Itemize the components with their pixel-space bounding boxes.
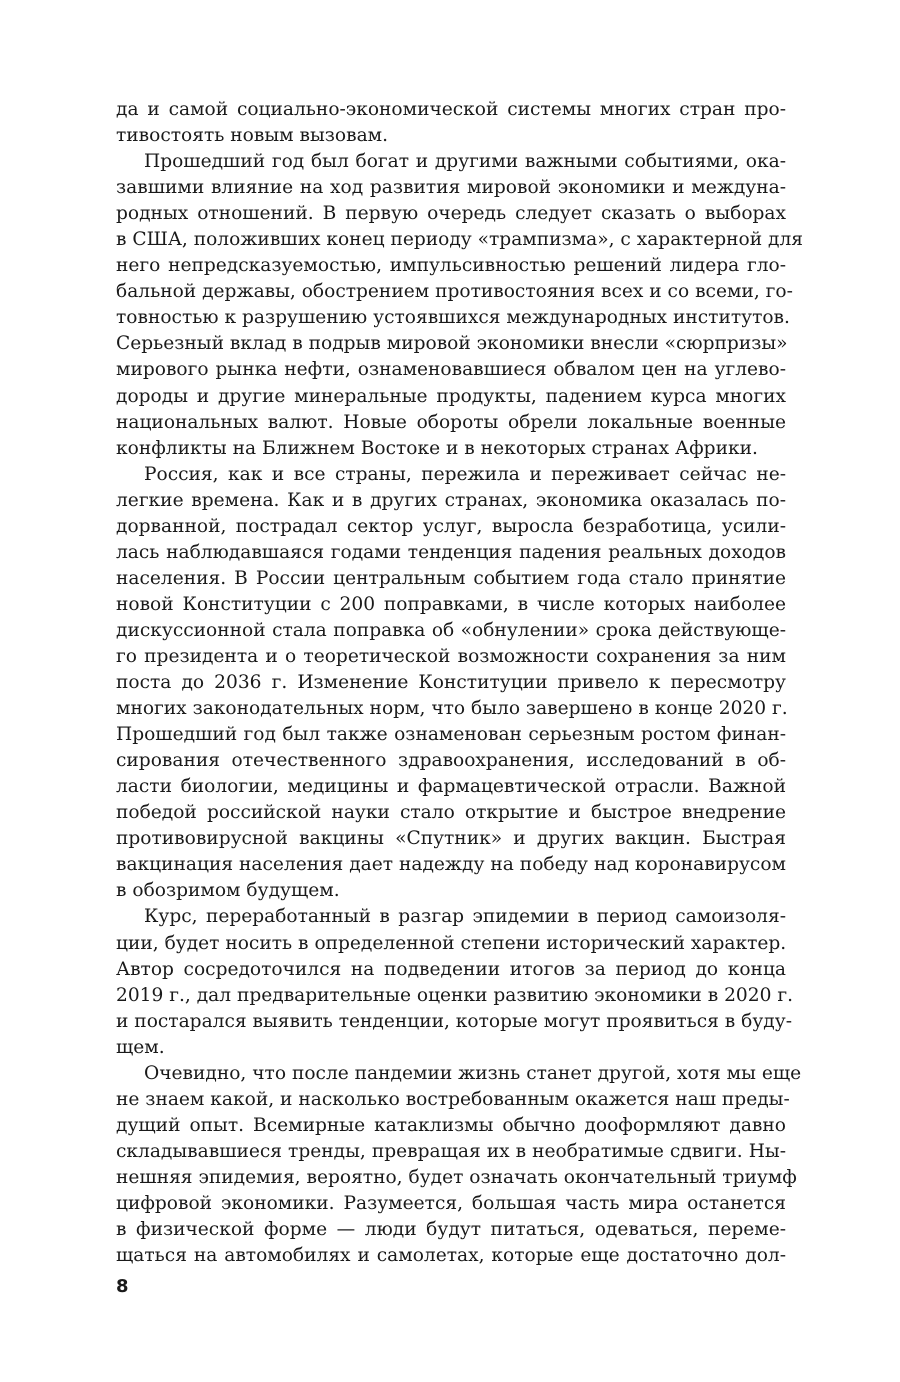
text-line: 2019 г., дал предварительные оценки развитию экономики в 2020 г. <box>116 984 793 1006</box>
text-line: Серьезный вклад в подрыв мировой экономики внесли «сюрпризы» <box>116 333 788 355</box>
text-line: Курс, переработанный в разгар эпидемии в период самоизоля- <box>144 906 786 928</box>
text-line: вакцинация населения дает надежду на победу над коронавирусом <box>116 854 786 876</box>
text-line: товностью к разрушению устоявшихся международных институтов. <box>116 307 790 329</box>
text-line: дискуссионной стала поправка об «обнулении» срока действующе- <box>116 619 786 641</box>
text-line: в обозримом будущем. <box>116 880 340 902</box>
text-line: в физической форме — люди будут питаться, одеваться, переме- <box>116 1219 786 1241</box>
text-line: сирования отечественного здравоохранения, исследований в об- <box>116 750 786 772</box>
text-line: ции, будет носить в определенной степени исторический характер. <box>116 932 787 954</box>
text-line: щем. <box>116 1036 165 1058</box>
text-line: мирового рынка нефти, ознаменовавшиеся обвалом цен на углево- <box>116 359 786 381</box>
page-number: 8 <box>116 1276 129 1297</box>
text-line: легкие времена. Как и в других странах, экономика оказалась по- <box>116 489 786 511</box>
text-line: не знаем какой, и насколько востребованным окажется наш преды- <box>116 1088 790 1110</box>
paragraph <box>116 1061 802 1269</box>
body-text <box>116 97 803 1269</box>
text-line: складывавшиеся тренды, превращая их в необратимые сдвиги. Ны- <box>116 1140 786 1162</box>
paragraph <box>116 149 803 462</box>
text-line: противовирусной вакцины «Спутник» и других вакцин. Быстрая <box>116 828 786 850</box>
text-line: Автор сосредоточился на подведении итогов за период до конца <box>116 958 786 980</box>
text-line: да и самой социально-экономической системы многих стран про- <box>116 99 786 120</box>
text-line: новой Конституции с 200 поправками, в числе которых наиболее <box>116 593 786 615</box>
text-line: населения. В России центральным событием года стало принятие <box>116 567 786 589</box>
text-line: дороды и другие минеральные продукты, падением курса многих <box>116 385 786 407</box>
text-line: победой российской науки стало открытие и быстрое внедрение <box>116 802 786 824</box>
text-line: бальной державы, обострением противостояния всех и со всеми, го- <box>116 281 793 303</box>
text-line: тивостоять новым вызовам. <box>116 125 389 147</box>
text-line: и постарался выявить тенденции, которые могут проявиться в буду- <box>116 1010 792 1032</box>
text-line: го президента и о теоретической возможности сохранения за ним <box>116 645 786 667</box>
text-line: ласти биологии, медицины и фармацевтической отрасли. Важной <box>116 776 786 798</box>
text-line: дущий опыт. Всемирные катаклизмы обычно дооформляют давно <box>116 1114 786 1136</box>
text-line: лась наблюдавшаяся годами тенденция падения реальных доходов <box>116 541 786 563</box>
text-line: многих законодательных норм, что было завершено в конце 2020 г. <box>116 698 788 720</box>
text-line: Прошедший год был богат и другими важными событиями, ока- <box>144 151 786 173</box>
text-line: национальных валют. Новые обороты обрели локальные военные <box>116 411 786 433</box>
text-line: Очевидно, что после пандемии жизнь станет другой, хотя мы еще <box>144 1062 802 1084</box>
text-line: щаться на автомобилях и самолетах, которые еще достаточно дол- <box>116 1245 786 1267</box>
text-line: в США, положивших конец периоду «трампизма», с характерной для <box>116 229 803 251</box>
text-line: завшими влияние на ход развития мировой экономики и междуна- <box>116 177 786 199</box>
text-line: конфликты на Ближнем Востоке и в некоторых странах Африки. <box>116 437 758 459</box>
text-line: Прошедший год был также ознаменован серьезным ростом финан- <box>116 724 786 746</box>
text-line: цифровой экономики. Разумеется, большая часть мира останется <box>116 1192 786 1214</box>
text-line: родных отношений. В первую очередь следует сказать о выборах <box>116 203 786 225</box>
paragraph <box>116 462 786 905</box>
text-line: дорванной, пострадал сектор услуг, выросла безработица, усили- <box>116 515 786 537</box>
paragraph <box>116 97 786 149</box>
text-line: Россия, как и все страны, пережила и переживает сейчас не- <box>144 463 786 485</box>
text-line: нешняя эпидемия, вероятно, будет означать окончательный триумф <box>116 1166 797 1188</box>
paragraph <box>116 904 793 1060</box>
text-line: поста до 2036 г. Изменение Конституции привело к пересмотру <box>116 672 786 694</box>
text-line: него непредсказуемостью, импульсивностью решений лидера гло- <box>116 255 786 277</box>
